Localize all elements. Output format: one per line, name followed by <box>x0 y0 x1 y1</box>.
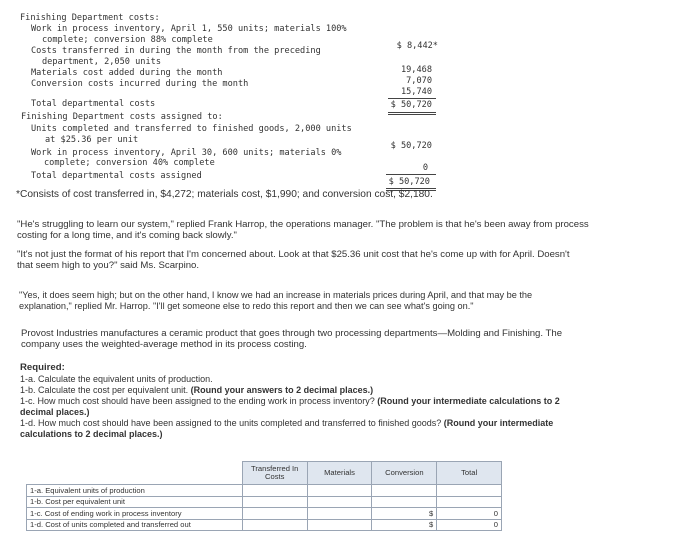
subtotal-rule <box>388 98 436 99</box>
row-label: 1-a. Equivalent units of production <box>27 485 243 497</box>
required-1c: 1-c. How much cost should have been assigned to the ending work in process inventory? (Round your intermediate calculations to 2 <box>20 396 560 406</box>
story-p2-line2: that seem high to you?" said Ms. Scarpino. <box>17 260 200 271</box>
wip-end-line2: complete; conversion 40% complete <box>44 158 215 168</box>
story-p1-line1: "He's struggling to learn our system," replied Frank Harrop, the operations manager. "The problem is that he's been away from process <box>17 219 589 230</box>
story-p4-line1: Provost Industries manufactures a ceramic product that goes through two processing departments—Molding and Finishing. The <box>21 328 563 339</box>
story-p2-line1: "It's not just the format of his report that I'm concerned about. Look at that $25.36 unit cost that he's come up with for April. Doesn't <box>17 249 570 260</box>
header-conversion: Conversion <box>372 462 437 485</box>
transferred-in-line1: Costs transferred in during the month from the preceding <box>31 46 321 56</box>
materials-added: Materials cost added during the month <box>31 68 223 78</box>
transferred-in-line2: department, 2,050 units <box>42 57 161 67</box>
answer-table <box>26 461 502 531</box>
required-1b: 1-b. Calculate the cost per equivalent unit. (Round your answers to 2 decimal places.) <box>20 385 374 395</box>
story-p3-line2: explanation," replied Mr. Harrop. "I'll get someone else to redo this report and then we can see what's going on." <box>19 301 474 311</box>
input-materials-1d[interactable] <box>307 519 372 531</box>
table-row <box>27 508 502 520</box>
input-transferred-in-1d[interactable] <box>242 519 307 531</box>
table-row <box>27 496 502 508</box>
input-conversion-1b[interactable] <box>372 496 437 508</box>
total-dept-amount: $ 50,720 <box>390 100 432 110</box>
input-transferred-in-1c[interactable] <box>242 508 307 520</box>
story-p1-line2: costing for a long time, and it's coming back slowly." <box>17 230 237 241</box>
required-heading: Required: <box>20 362 65 373</box>
wip-begin-line2: complete; conversion 88% complete <box>42 35 213 45</box>
units-completed-line2: at $25.36 per unit <box>45 135 139 145</box>
currency-symbol[interactable]: $ <box>372 519 437 531</box>
total-double-rule <box>388 112 436 115</box>
required-1a: 1-a. Calculate the equivalent units of production. <box>20 374 213 384</box>
input-transferred-in-1b[interactable] <box>242 496 307 508</box>
materials-amount: 7,070 <box>406 76 432 86</box>
input-total-1a[interactable] <box>437 485 502 497</box>
table-row <box>27 519 502 531</box>
total-value-1c: 0 <box>437 508 502 520</box>
required-1d: 1-d. How much cost should have been assigned to the units completed and transferred to finished goods? (Round your intermediate <box>20 418 554 428</box>
transferred-in-amount: 19,468 <box>400 65 432 75</box>
row-label: 1-d. Cost of units completed and transferred out <box>27 519 243 531</box>
input-materials-1b[interactable] <box>307 496 372 508</box>
header-transferred-in: Transferred In Costs <box>242 462 307 485</box>
answer-table-header <box>27 462 502 485</box>
input-total-1b[interactable] <box>437 496 502 508</box>
wip-begin-amount: $ 8,442* <box>396 41 438 51</box>
report-title: Finishing Department costs: <box>20 13 160 23</box>
header-blank <box>27 462 243 485</box>
story-p3-line1: "Yes, it does seem high; but on the other hand, I know we had an increase in materials prices during April, and that may be the <box>19 290 533 300</box>
conversion-amount: 15,740 <box>400 87 432 97</box>
input-transferred-in-1a[interactable] <box>242 485 307 497</box>
units-completed-line1: Units completed and transferred to finished goods, 2,000 units <box>31 124 352 134</box>
table-row <box>27 485 502 497</box>
required-1c-cont: decimal places.) <box>20 407 90 417</box>
total-dept-costs: Total departmental costs <box>31 99 156 109</box>
header-total: Total <box>437 462 502 485</box>
header-materials: Materials <box>307 462 372 485</box>
row-label: 1-b. Cost per equivalent unit <box>27 496 243 508</box>
cost-footnote: *Consists of cost transferred in, $4,272; materials cost, $1,990; and conversion cost, $2,180. <box>16 189 433 200</box>
input-conversion-1a[interactable] <box>372 485 437 497</box>
total-assigned-amount: $ 50,720 <box>388 177 430 187</box>
currency-symbol[interactable]: $ <box>372 508 437 520</box>
input-materials-1a[interactable] <box>307 485 372 497</box>
wip-end-line1: Work in process inventory, April 30, 600 units; materials 0% <box>31 148 342 158</box>
assigned-title: Finishing Department costs assigned to: <box>21 112 223 122</box>
conversion-incurred: Conversion costs incurred during the month <box>31 79 249 89</box>
units-completed-amount: $ 50,720 <box>390 141 432 151</box>
total-value-1d: 0 <box>437 519 502 531</box>
story-p4-line2: company uses the weighted-average method in its process costing. <box>21 339 307 350</box>
total-assigned: Total departmental costs assigned <box>31 171 202 181</box>
assigned-rule <box>386 174 436 175</box>
wip-end-amount: 0 <box>422 163 428 173</box>
row-label: 1-c. Cost of ending work in process inventory <box>27 508 243 520</box>
required-1d-cont: calculations to 2 decimal places.) <box>20 429 163 439</box>
input-materials-1c[interactable] <box>307 508 372 520</box>
wip-begin-line1: Work in process inventory, April 1, 550 units; materials 100% <box>31 24 347 34</box>
